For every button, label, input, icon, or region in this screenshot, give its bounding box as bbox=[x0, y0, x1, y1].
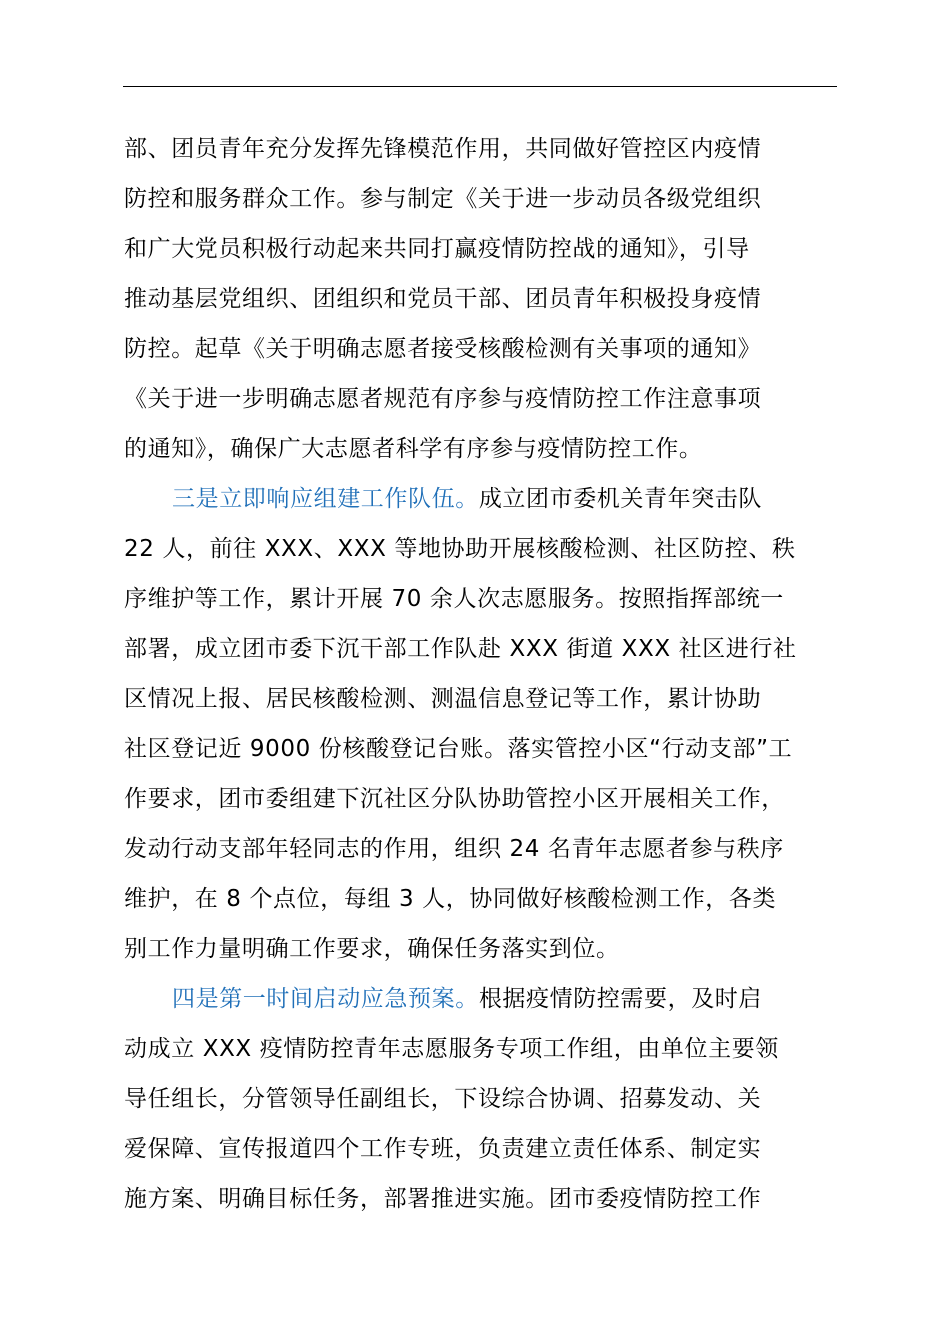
text-line: 22 人，前往 XXX、XXX 等地协助开展核酸检测、社区防控、秩 bbox=[124, 536, 796, 562]
text-line: 维护，在 8 个点位，每组 3 人，协同做好核酸检测工作，各类 bbox=[124, 886, 777, 912]
text-line: 导任组长，分管领导任副组长，下设综合协调、招募发动、关 bbox=[124, 1086, 762, 1112]
text-line: 社区登记近 9000 份核酸登记台账。落实管控小区“行动支部”工 bbox=[124, 736, 793, 762]
paragraph-first-line bbox=[124, 974, 864, 1024]
text-line: 部署，成立团市委下沉干部工作队赴 XXX 街道 XXX 社区进行社 bbox=[124, 636, 797, 662]
text-line: 区情况上报、居民核酸检测、测温信息登记等工作，累计协助 bbox=[124, 686, 762, 712]
paragraph-3 bbox=[124, 974, 864, 1224]
paragraph-1 bbox=[124, 124, 864, 474]
section-heading: 三是立即响应组建工作队伍。 bbox=[172, 486, 479, 512]
text-line: 爱保障、宣传报道四个工作专班，负责建立责任体系、制定实 bbox=[124, 1136, 762, 1162]
text-line: 《关于进一步明确志愿者规范有序参与疫情防控工作注意事项 bbox=[124, 386, 762, 412]
paragraph-2 bbox=[124, 474, 864, 974]
text-line: 别工作力量明确工作要求，确保任务落实到位。 bbox=[124, 936, 620, 962]
paragraph-first-line bbox=[124, 474, 864, 524]
text-line: 防控。起草《关于明确志愿者接受核酸检测有关事项的通知》 bbox=[124, 336, 762, 362]
section-heading: 四是第一时间启动应急预案。 bbox=[172, 986, 479, 1012]
text-line: 发动行动支部年轻同志的作用，组织 24 名青年志愿者参与秩序 bbox=[124, 836, 784, 862]
text-line: 和广大党员积极行动起来共同打赢疫情防控战的通知》，引导 bbox=[124, 236, 750, 262]
text-line: 动成立 XXX 疫情防控青年志愿服务专项工作组，由单位主要领 bbox=[124, 1036, 779, 1062]
text-span: 成立团市委机关青年突击队 bbox=[478, 486, 763, 512]
text-line: 防控和服务群众工作。参与制定《关于进一步动员各级党组织 bbox=[124, 186, 762, 212]
text-line: 作要求，团市委组建下沉社区分队协助管控小区开展相关工作， bbox=[124, 786, 785, 812]
text-line: 部、团员青年充分发挥先锋模范作用，共同做好管控区内疫情 bbox=[124, 136, 762, 162]
text-line: 的通知》，确保广大志愿者科学有序参与疫情防控工作。 bbox=[124, 436, 703, 462]
text-span: 根据疫情防控需要，及时启 bbox=[478, 986, 763, 1012]
header-rule bbox=[123, 86, 837, 87]
body-text bbox=[124, 124, 864, 1224]
text-line: 推动基层党组织、团组织和党员干部、团员青年积极投身疫情 bbox=[124, 286, 762, 312]
text-line: 施方案、明确目标任务，部署推进实施。团市委疫情防控工作 bbox=[124, 1186, 762, 1212]
text-line: 序维护等工作，累计开展 70 余人次志愿服务。按照指挥部统一 bbox=[124, 586, 784, 612]
